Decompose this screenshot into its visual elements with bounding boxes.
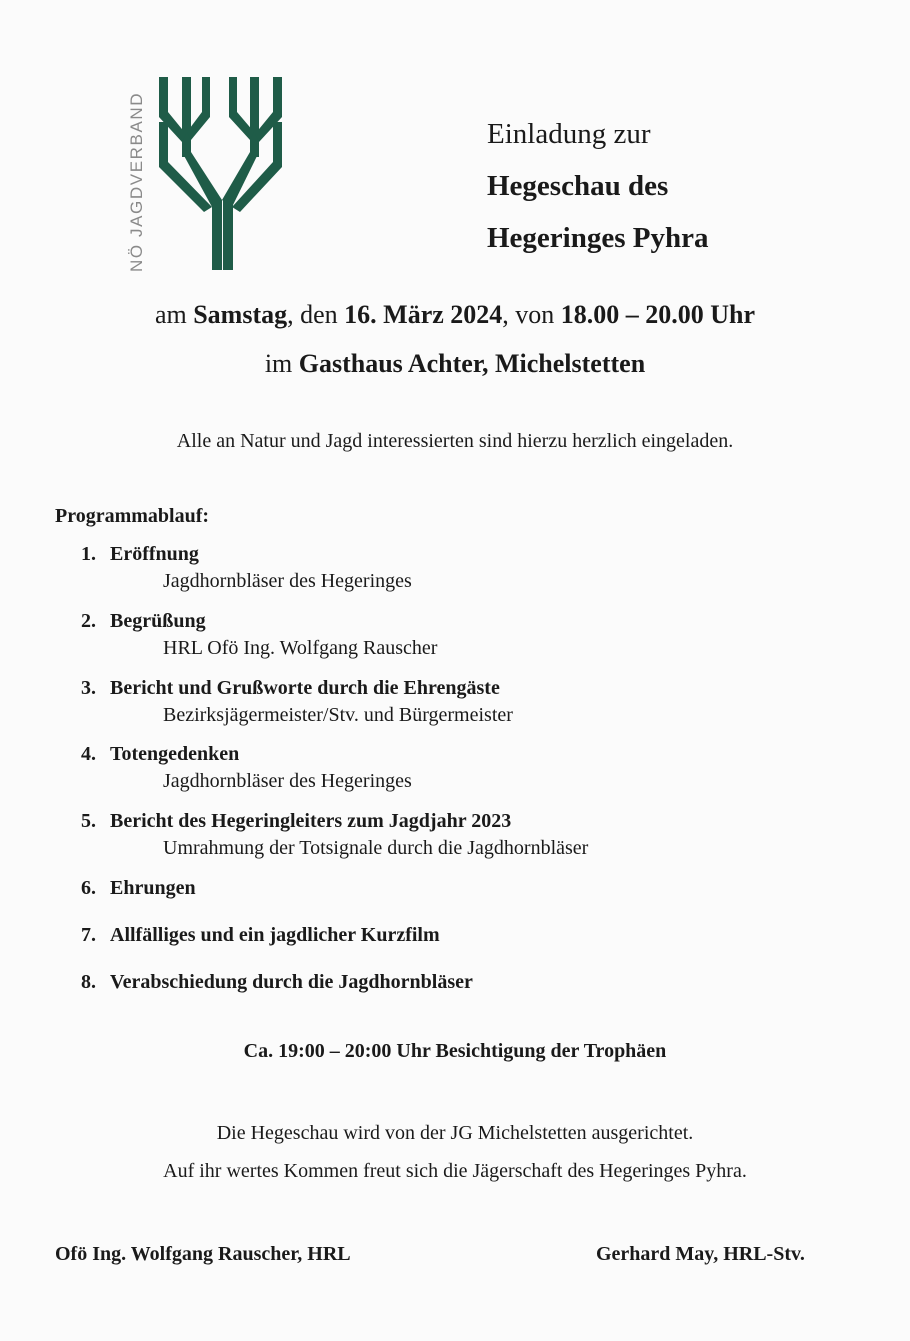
program-title: Programmablauf: (55, 505, 210, 527)
item-number: 5. (81, 810, 96, 832)
signature-right: Gerhard May, HRL-Stv. (596, 1243, 805, 1265)
date-prefix: am (154, 300, 194, 329)
item-detail: Jagdhornbläser des Hegeringes (163, 570, 412, 592)
program-item (81, 610, 437, 660)
title-line-invitation: Einladung zur (487, 118, 651, 150)
program-item (81, 924, 440, 947)
title-line-event: Hegeschau des (487, 170, 669, 202)
item-detail: Jagdhornbläser des Hegeringes (163, 770, 412, 792)
program-item (81, 971, 473, 994)
date-mid2: , von (502, 300, 561, 329)
trophy-viewing-note: Ca. 19:00 – 20:00 Uhr Besichtigung der Trophäen (243, 1040, 667, 1062)
event-day: Samstag (193, 300, 288, 329)
event-time: 18.00 – 20.00 Uhr (560, 300, 756, 329)
closing-note: Auf ihr wertes Kommen freut sich die Jägerschaft des Hegeringes Pyhra. (163, 1160, 747, 1182)
item-number: 6. (81, 877, 96, 899)
item-number: 1. (81, 543, 96, 565)
noe-jagdverband-logo (122, 72, 292, 277)
item-number: 4. (81, 743, 96, 765)
item-label: Bericht und Grußworte durch die Ehrengäste (110, 677, 500, 699)
title-line-organizer: Hegeringes Pyhra (487, 222, 709, 254)
item-label: Ehrungen (110, 877, 196, 899)
logo-text: NÖ JAGDVERBAND (127, 91, 146, 272)
invitation-title (487, 108, 708, 264)
item-number: 2. (81, 610, 96, 632)
item-number: 3. (81, 677, 96, 699)
item-label: Begrüßung (110, 610, 206, 632)
antler-emblem (159, 77, 282, 270)
item-detail: HRL Ofö Ing. Wolfgang Rauscher (163, 637, 438, 659)
invite-text: Alle an Natur und Jagd interessierten sind hierzu herzlich eingeladen. (176, 430, 734, 452)
host-note: Die Hegeschau wird von der JG Michelstetten ausgerichtet. (216, 1122, 694, 1144)
item-number: 7. (81, 924, 96, 946)
program-item (81, 877, 196, 900)
item-detail: Umrahmung der Totsignale durch die Jagdhornbläser (163, 837, 589, 859)
item-label: Allfälliges und ein jagdlicher Kurzfilm (110, 924, 440, 946)
item-label: Bericht des Hegeringleiters zum Jagdjahr 2023 (110, 810, 512, 832)
program-item (81, 743, 412, 793)
item-detail: Bezirksjägermeister/Stv. und Bürgermeister (163, 704, 513, 726)
event-date-line (0, 300, 910, 330)
date-mid: , den (287, 300, 345, 329)
program-item (81, 677, 513, 727)
program-item (81, 543, 412, 593)
place-prefix: im (264, 349, 299, 378)
item-label: Eröffnung (110, 543, 199, 565)
item-label: Verabschiedung durch die Jagdhornbläser (110, 971, 473, 993)
item-number: 8. (81, 971, 96, 993)
event-date: 16. März 2024 (344, 300, 503, 329)
event-place: Gasthaus Achter, Michelstetten (298, 349, 646, 378)
signature-left: Ofö Ing. Wolfgang Rauscher, HRL (55, 1243, 351, 1265)
event-place-line (0, 349, 910, 379)
program-item (81, 810, 588, 860)
item-label: Totengedenken (110, 743, 240, 765)
